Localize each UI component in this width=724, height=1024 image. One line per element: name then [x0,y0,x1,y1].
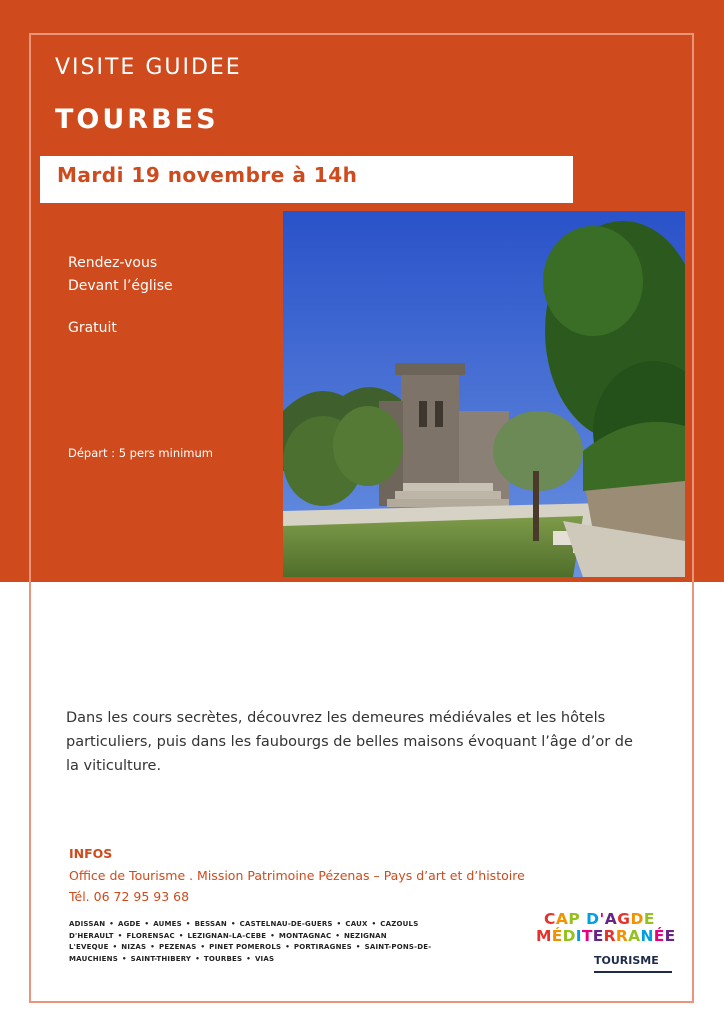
bullet-separator: • [200,943,206,951]
town-name: NIZAS [121,943,147,951]
towns-list [69,919,464,965]
logo-line-3: TOURISME [594,954,659,967]
town-name: BESSAN [194,920,227,928]
meeting-place: Devant l’église [68,278,173,294]
minimum-participants: Départ : 5 pers minimum [68,446,213,460]
price-label: Gratuit [68,320,117,336]
bullet-separator: • [117,931,123,940]
bullet-separator: • [230,920,236,928]
town-name: MONTAGNAC [278,931,332,940]
town-name: LEZIGNAN-LA-CEBE [187,931,267,940]
bullet-separator: • [270,931,275,940]
phone-number[interactable]: Tél. 06 72 95 93 68 [69,889,190,904]
logo-line-2: MÉDITERRANÉE [536,927,676,945]
tour-description: Dans les cours secrètes, découvrez les demeures médiévales et les hôtels particuliers, puis dans les faubourgs de belles maisons évoquant l’âge d’or de la viticulture. [66,710,633,774]
bullet-separator: • [109,920,114,928]
event-date: Mardi 19 novembre à 14h [57,163,358,187]
bullet-separator: • [285,943,290,951]
bullet-separator: • [355,943,361,951]
town-name: PINET POMEROLS [209,943,282,951]
town-name: AUMES [153,920,182,928]
town-name: PEZENAS [158,943,197,951]
town-name: VIAS [254,954,275,963]
church-photo [283,211,685,577]
cap-agde-logo [536,910,676,982]
logo-line-1: CAP D'AGDE [544,910,655,928]
tourism-office: Office de Tourisme . Mission Patrimoine Pézenas – Pays d’art et d’histoire [69,868,525,883]
town-name: SAINT-THIBERY [130,954,192,963]
meeting-label: Rendez-vous [68,255,158,271]
logo-underline [594,971,672,973]
page-title: TOURBES [55,104,219,135]
bullet-separator: • [150,943,155,951]
town-name: NEZIGNAN L'EVEQUE [69,931,387,951]
town-name: SAINT-PONS-DE-MAUCHIENS [69,943,432,963]
infos-heading: INFOS [69,846,113,861]
bullet-separator: • [336,920,342,928]
town-name: CAUX [345,920,368,928]
bullet-separator: • [112,943,118,951]
eyebrow-label: VISITE GUIDEE [55,55,242,80]
bullet-separator: • [195,954,200,963]
town-name: TOURBES [203,954,243,963]
date-banner [40,156,573,203]
town-name: CAZOULS D'HERAULT [69,920,419,940]
town-name: CASTELNAU-DE-GUERS [239,920,333,928]
bullet-separator: • [185,920,191,928]
town-name: ADISSAN [69,920,106,928]
bullet-separator: • [335,931,340,940]
town-name: FLORENSAC [126,931,175,940]
town-name: PORTIRAGNES [293,943,352,951]
bullet-separator: • [178,931,184,940]
meeting-info [68,252,173,298]
bullet-separator: • [121,954,127,963]
town-name: AGDE [117,920,141,928]
bullet-separator: • [246,954,251,963]
bullet-separator: • [144,920,150,928]
bullet-separator: • [371,920,377,928]
